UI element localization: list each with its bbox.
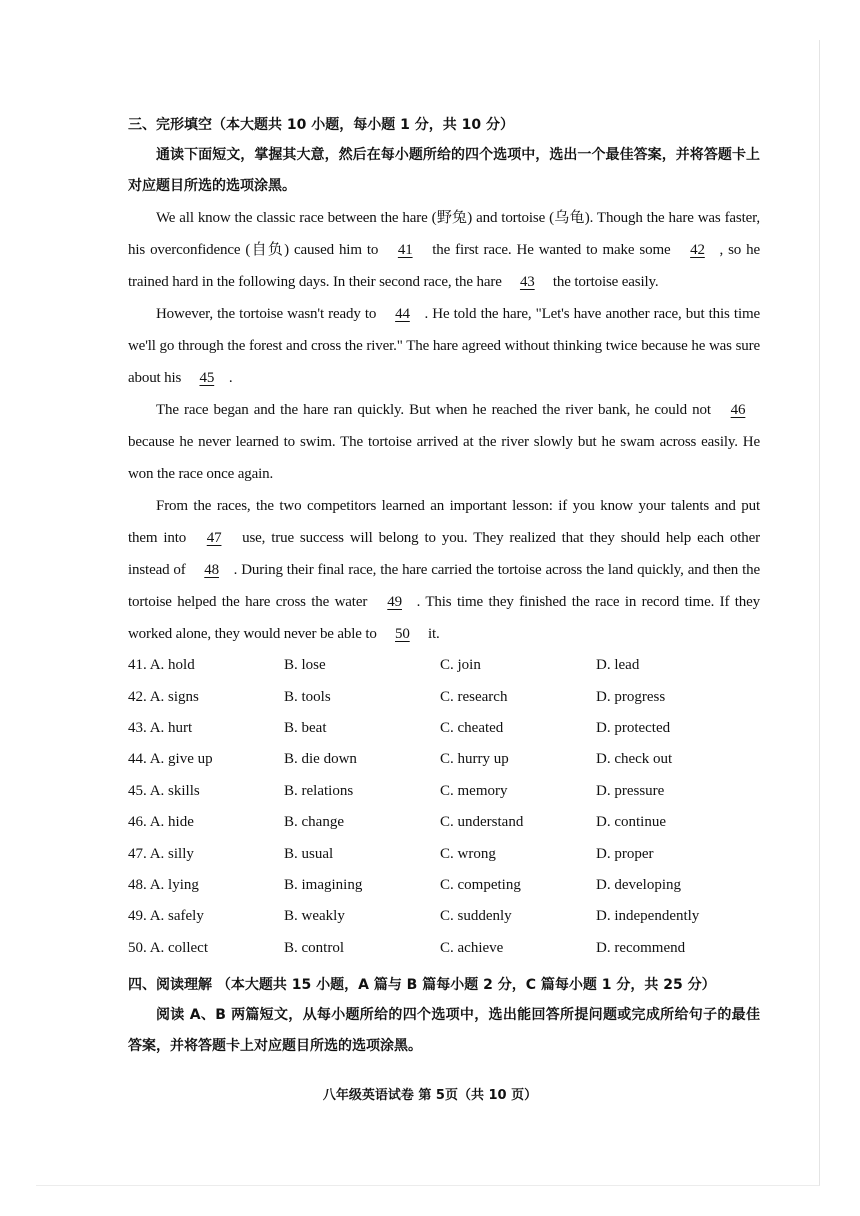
- passage-paragraph: From the races, the two competitors learned an important lesson: if you know your talents and put them into 47 use, true success will belong to you. They realized that they should help each other instead of 48 . During their final race, the hare carried the tortoise across the land quickly, and then the tortoise helped the hare cross the water 49 . This time they finished the race in record time. If they worked alone, they would never be able to 50 it.: [128, 490, 760, 650]
- blank-49: 49: [387, 594, 402, 610]
- option-c: C. memory: [440, 782, 508, 799]
- option-b: B. change: [284, 814, 344, 831]
- option-d: D. lead: [596, 657, 640, 674]
- option-b: B. beat: [284, 719, 327, 736]
- option-row: [128, 713, 760, 744]
- option-b: B. control: [284, 939, 344, 956]
- option-row: [128, 901, 760, 932]
- option-a: 43. A. hurt: [128, 719, 193, 736]
- option-c: C. hurry up: [440, 751, 509, 768]
- section4: [128, 970, 760, 1062]
- option-a: 41. A. hold: [128, 657, 195, 674]
- option-row: [128, 807, 760, 838]
- option-a: 49. A. safely: [128, 908, 204, 925]
- option-row: [128, 650, 760, 681]
- option-b: B. die down: [284, 751, 357, 768]
- option-a: 42. A. signs: [128, 688, 199, 705]
- option-b: B. tools: [284, 688, 331, 705]
- option-a: 50. A. collect: [128, 939, 208, 956]
- cloze-passage: [128, 202, 760, 650]
- answer-options: [128, 650, 760, 964]
- blank-43: 43: [519, 274, 535, 290]
- option-row: [128, 744, 760, 775]
- option-b: B. weakly: [284, 908, 345, 925]
- option-row: [128, 681, 760, 712]
- option-c: C. wrong: [440, 845, 496, 862]
- option-c: C. competing: [440, 876, 521, 893]
- blank-45: 45: [199, 370, 215, 386]
- blank-41: 41: [397, 242, 413, 258]
- option-row: [128, 776, 760, 807]
- option-d: D. check out: [596, 751, 673, 768]
- passage-paragraph: The race began and the hare ran quickly. But when he reached the river bank, he could not 46 because he never learned to swim. The tortoise arrived at the river slowly but he swam across easily. He won the race once again.: [128, 394, 760, 490]
- option-d: D. developing: [596, 876, 681, 893]
- blank-50: 50: [395, 626, 410, 642]
- section4-heading: 四、阅读理解 （本大题共 15 小题，A 篇与 B 篇每小题 2 分，C 篇每小题 1 分，共 25 分）: [128, 976, 716, 993]
- section4-instruction: 阅读 A、B 两篇短文，从每小题所给的四个选项中，选出能回答所提问题或完成所给句子的最佳答案，并将答题卡上对应题目所选的选项涂黑。: [128, 1006, 760, 1054]
- option-a: 47. A. silly: [128, 845, 194, 862]
- passage-paragraph: However, the tortoise wasn't ready to 44 . He told the hare, "Let's have another race, but this time we'll go through the forest and cross the river." The hare agreed without thinking twice because he was sure about his 45 .: [128, 298, 760, 394]
- option-c: C. understand: [440, 814, 524, 831]
- option-row: [128, 838, 760, 869]
- blank-46: 46: [730, 402, 746, 418]
- option-a: 44. A. give up: [128, 751, 213, 768]
- option-c: C. join: [440, 657, 481, 674]
- option-d: D. progress: [596, 688, 666, 705]
- blank-42: 42: [690, 242, 705, 258]
- option-a: 45. A. skills: [128, 782, 200, 799]
- blank-44: 44: [395, 306, 410, 322]
- blank-48: 48: [204, 562, 219, 578]
- option-d: D. independently: [596, 908, 700, 925]
- blank-47: 47: [206, 530, 222, 546]
- passage-paragraph: We all know the classic race between the hare (野兔) and tortoise (乌龟). Though the hare was faster, his overconfidence (自负) caused him to 41 the first race. He wanted to make some 42 , so he trained hard in the following days. In their second race, the hare 43 the tortoise easily.: [128, 202, 760, 298]
- option-b: B. relations: [284, 782, 354, 799]
- option-a: 46. A. hide: [128, 814, 194, 831]
- page-footer: 八年级英语试卷 第 5页（共 10 页）: [322, 1088, 538, 1103]
- option-row: [128, 933, 760, 964]
- option-c: C. research: [440, 688, 508, 705]
- option-b: B. lose: [284, 657, 326, 674]
- exam-page: [128, 110, 760, 1062]
- option-d: D. proper: [596, 845, 654, 862]
- option-d: D. pressure: [596, 782, 665, 799]
- option-d: D. protected: [596, 719, 671, 736]
- option-b: B. usual: [284, 845, 334, 862]
- option-a: 48. A. lying: [128, 876, 199, 893]
- option-c: C. achieve: [440, 939, 504, 956]
- option-row: [128, 870, 760, 901]
- option-c: C. suddenly: [440, 908, 512, 925]
- option-b: B. imagining: [284, 876, 363, 893]
- section3-instruction: 通读下面短文，掌握其大意，然后在每小题所给的四个选项中，选出一个最佳答案，并将答题卡上对应题目所选的选项涂黑。: [128, 147, 760, 194]
- section3-heading: 三、完形填空（本大题共 10 小题，每小题 1 分，共 10 分）: [128, 117, 514, 133]
- option-d: D. continue: [596, 814, 666, 831]
- option-c: C. cheated: [440, 719, 504, 736]
- option-d: D. recommend: [596, 939, 686, 956]
